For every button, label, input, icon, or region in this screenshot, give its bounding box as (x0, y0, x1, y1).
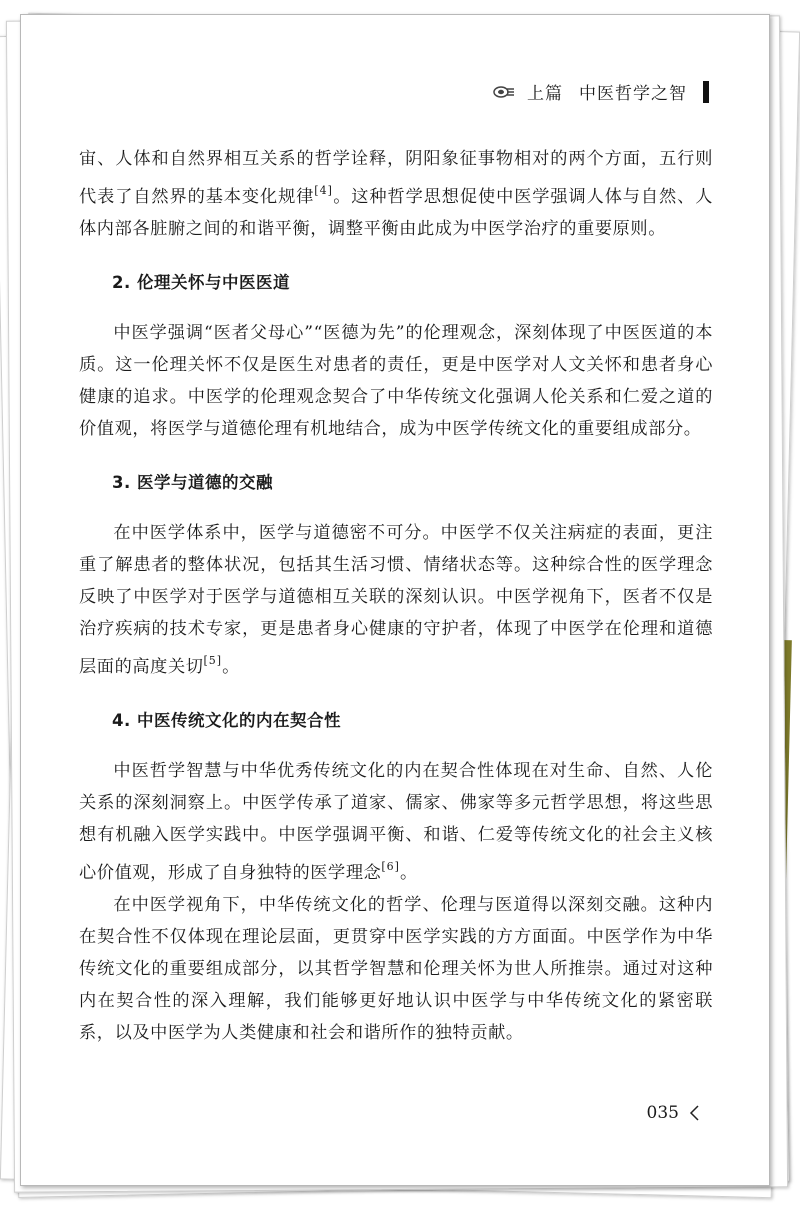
page-number: 035 (646, 1103, 679, 1123)
paragraph: 宙、人体和自然界相互关系的哲学诠释，阴阳象征事物相对的两个方面，五行则代表了自然界的基本变化规律[4]。这种哲学思想促使中医学强调人体与自然、人体内部各脏腑之间的和谐平衡，调整平衡由此成为中医学治疗的重要原则。 (79, 149, 713, 239)
book-page (20, 14, 770, 1186)
paragraph: 中医学强调“医者父母心”“医德为先”的伦理观念，深刻体现了中医医道的本质。这一伦理关怀不仅是医生对患者的责任，更是中医学对人文关怀和患者身心健康的追求。中医学的伦理观念契合了中华传统文化强调人伦关系和仁爱之道的价值观，将医学与道德伦理有机地结合，成为中医学传统文化的重要组成部分。 (79, 323, 713, 439)
header-title: 中医哲学之智 (579, 84, 687, 104)
page-footer (647, 1103, 699, 1123)
citation-ref[interactable]: [4] (314, 184, 333, 197)
paragraph: 中医哲学智慧与中华优秀传统文化的内在契合性体现在对生命、自然、人伦关系的深刻洞察上。中医学传承了道家、儒家、佛家等多元哲学思想，将这些思想有机融入医学实践中。中医学强调平衡、和谐、仁爱等传统文化的社会主义核心价值观，形成了自身独特的医学理念[6]。 (79, 761, 713, 883)
citation-ref[interactable]: [5] (203, 654, 223, 667)
header-bar (703, 81, 709, 103)
running-head (493, 79, 709, 104)
section-heading: 2. 伦理关怀与中医医道 (112, 273, 290, 292)
section-heading: 3. 医学与道德的交融 (112, 473, 273, 492)
header-section: 上篇 (527, 84, 563, 104)
citation-ref[interactable]: [6] (381, 860, 400, 873)
chevron-left-icon (689, 1105, 699, 1121)
ornament-icon (493, 85, 515, 99)
section-heading: 4. 中医传统文化的内在契合性 (112, 711, 341, 730)
paragraph: 在中医学体系中，医学与道德密不可分。中医学不仅关注病症的表面，更注重了解患者的整体状况，包括其生活习惯、情绪状态等。这种综合性的医学理念反映了中医学对于医学与道德相互关联的深刻认识。中医学视角下，医者不仅是治疗疾病的技术专家，更是患者身心健康的守护者，体现了中医学在伦理和道德层面的高度关切[5]。 (79, 523, 713, 677)
page-body (79, 143, 713, 1049)
paragraph: 在中医学视角下，中华传统文化的哲学、伦理与医道得以深刻交融。这种内在契合性不仅体现在理论层面，更贯穿中医学实践的方方面面。中医学作为中华传统文化的重要组成部分，以其哲学智慧和伦理关怀为世人所推崇。通过对这种内在契合性的深入理解，我们能够更好地认识中医学与中华传统文化的紧密联系，以及中医学为人类健康和社会和谐所作的独特贡献。 (79, 895, 713, 1043)
